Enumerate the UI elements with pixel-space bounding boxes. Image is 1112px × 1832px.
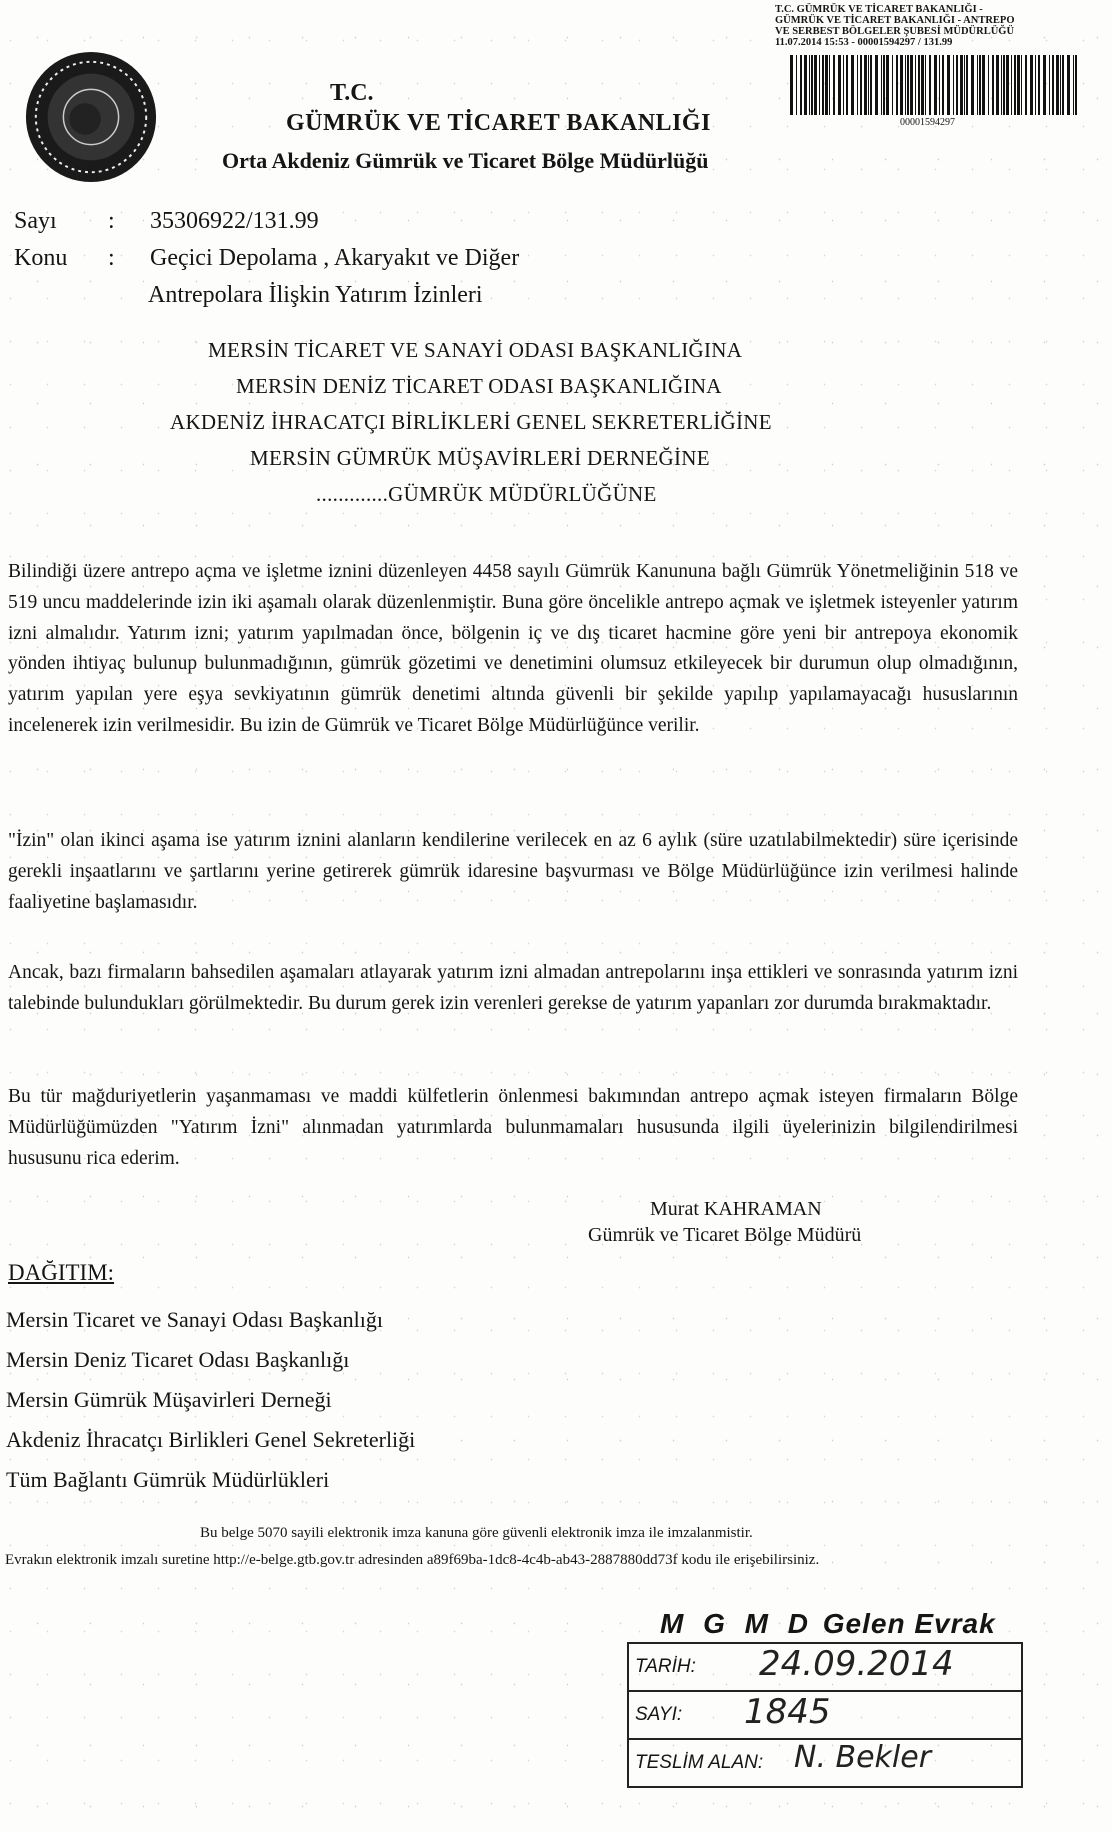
barcode-bar <box>966 55 968 115</box>
recipient-4: MERSİN GÜMRÜK MÜŞAVİRLERİ DERNEĞİNE <box>250 446 710 470</box>
barcode-bar <box>838 55 841 115</box>
barcode-bar <box>934 55 937 115</box>
barcode-bar <box>886 55 889 115</box>
barcode-bar <box>881 55 882 115</box>
receipt-receiver-label: TESLİM ALAN: <box>635 1752 764 1773</box>
sayi-colon: : <box>108 208 115 234</box>
barcode-bar <box>905 55 906 115</box>
barcode-bar <box>857 55 858 115</box>
body-paragraph-4: Bu tür mağduriyetlerin yaşanmaması ve maddi külfetlerin önlenmesi bakımından antrepo açmak isteyen firmaların Bölge Müdürlüğümüzden "Yatırım İzni" alınmadan yatırımlarda bulunmamaları hususunda ilgili üyelerinizin bilgilendirilmesi hususunu rica ederim. <box>8 1086 1018 1169</box>
header-tc: T.C. <box>330 80 374 106</box>
barcode-bar <box>843 55 844 115</box>
barcode-bar <box>809 55 810 115</box>
stamp-line-1: T.C. GÜMRÜK VE TİCARET BAKANLIĞI - <box>775 4 983 15</box>
e-belge-verification-link[interactable]: Evrakın elektronik imzalı suretine http://e-belge.gtb.gov.tr adresinden a89f69ba-1dc8-4c4b-ab43-2887880dd73f kodu ile erişebilirsiniz. <box>5 1552 820 1568</box>
receipt-number-value: 1845 <box>744 1692 831 1732</box>
barcode-bar <box>883 55 885 115</box>
barcode-bar <box>1003 55 1005 115</box>
barcode-bar <box>892 55 893 115</box>
electronic-record-stamp <box>775 4 1085 48</box>
recipient-1: MERSİN TİCARET VE SANAYİ ODASI BAŞKANLIĞINA <box>208 338 743 362</box>
konu-colon: : <box>108 245 115 271</box>
barcode-bar <box>988 55 989 115</box>
barcode-bar <box>896 55 898 115</box>
receipt-row-number <box>629 1692 1021 1740</box>
konu-line-1: Geçici Depolama , Akaryakıt ve Diğer <box>150 245 520 271</box>
barcode-bar <box>992 55 994 115</box>
ministry-seal-logo <box>22 48 160 186</box>
barcode-bar <box>925 55 926 115</box>
barcode-bar <box>868 55 869 115</box>
barcode-bar <box>804 55 807 115</box>
distribution-item: Mersin Ticaret ve Sanayi Odası Başkanlığı <box>6 1307 384 1332</box>
receipt-stamp-heading <box>660 1608 996 1640</box>
barcode-bar <box>982 55 985 115</box>
receipt-number-label: SAYI: <box>635 1704 683 1725</box>
barcode-bar <box>939 55 940 115</box>
signatory-name: Murat KAHRAMAN <box>650 1198 822 1220</box>
header-ministry: GÜMRÜK VE TİCARET BAKANLIĞI <box>286 110 711 136</box>
stamp-line-3: VE SERBEST BÖLGELER ŞUBESİ MÜDÜRLÜĞÜ <box>775 26 1015 37</box>
recipient-5: .............GÜMRÜK MÜDÜRLÜĞÜNE <box>316 482 657 506</box>
barcode-bar <box>1052 55 1054 115</box>
barcode-bar <box>860 55 862 115</box>
barcode-image <box>790 55 1080 115</box>
barcode-bar <box>796 55 797 115</box>
receipt-stamp-title: Gelen Evrak <box>822 1608 996 1639</box>
distribution-item: Tüm Bağlantı Gümrük Müdürlükleri <box>6 1467 330 1492</box>
barcode-bar <box>979 55 981 115</box>
barcode-number: 00001594297 <box>900 117 955 128</box>
receipt-receiver-value: N. Bekler <box>794 1740 932 1775</box>
barcode-bar <box>1006 55 1009 115</box>
recipient-3: AKDENİZ İHRACATÇI BİRLİKLERİ GENEL SEKRETERLİĞİNE <box>170 410 772 434</box>
barcode-bar <box>1049 55 1050 115</box>
barcode-bar <box>900 55 903 115</box>
sayi-value: 35306922/131.99 <box>150 208 319 234</box>
barcode-bar <box>1021 55 1022 115</box>
barcode-bar <box>1073 55 1074 115</box>
barcode-bar <box>1038 55 1040 115</box>
barcode-bar <box>996 55 999 115</box>
barcode-bar <box>942 55 944 115</box>
barcode-bar <box>822 55 824 115</box>
stamp-line-4: 11.07.2014 15:53 - 00001594297 / 131.99 <box>775 37 953 48</box>
barcode-bar <box>875 55 878 115</box>
barcode-bar <box>864 55 867 115</box>
barcode-bar <box>814 55 817 115</box>
barcode-bar <box>1011 55 1012 115</box>
barcode-bar <box>1056 55 1059 115</box>
barcode-bar <box>819 55 820 115</box>
barcode-bar <box>851 55 854 115</box>
receipt-date-value: 24.09.2014 <box>759 1644 954 1684</box>
distribution-item: Mersin Gümrük Müşavirleri Derneği <box>6 1387 332 1412</box>
recipient-2: MERSİN DENİZ TİCARET ODASI BAŞKANLIĞINA <box>236 374 722 398</box>
barcode-bar <box>1067 55 1070 115</box>
barcode-bar <box>910 55 913 115</box>
barcode-bar <box>956 55 958 115</box>
barcode-bar <box>1060 55 1061 115</box>
barcode-bar <box>833 55 835 115</box>
body-paragraph-1: Bilindiği üzere antrepo açma ve işletme iznini düzenleyen 4458 sayılı Gümrük Kanununa bağlı Gümrük Yönetmeliğinin 518 ve 519 uncu maddelerinde izin iki aşamalı olarak düzenlenmiştir. Buna göre öncelikle antrepo açmak ve işletmek isteyenler yatırım izni almalıdır. Yatırım izni; yatırım yapılmadan önce, bölgenin iç ve dış ticaret hacmine göre yeni bir antrepoya ekonomik yönden ihtiyaç bulunup bulunmadığının, gümrük gözetimi ve denetimini olumsuz etkileyecek bir durumun olup olmadığının, yatırım yapılan yere eşya sevkiyatının gümrük denetimi altında güvenli bir şekilde yapılıp yapılamayacağı hususlarının incelenerek izin verilmesidir. Bu izin de Gümrük ve Ticaret Bölge Müdürlüğünce verilir. <box>8 561 1018 736</box>
distribution-list <box>6 1300 415 1500</box>
barcode-bar <box>825 55 828 115</box>
barcode-bar <box>1035 55 1036 115</box>
e-signature-note: Bu belge 5070 sayili elektronik imza kanuna göre güvenli elektronik imza ile imzalanmistir. <box>200 1525 753 1541</box>
barcode-bar <box>947 55 950 115</box>
barcode-bar <box>846 55 848 115</box>
distribution-item: Akdeniz İhracatçı Birlikleri Genel Sekreterliği <box>6 1427 416 1452</box>
barcode-bar <box>960 55 963 115</box>
barcode-bar <box>1014 55 1016 115</box>
barcode-bar <box>977 55 978 115</box>
konu-line-2: Antrepolara İlişkin Yatırım İzinleri <box>148 282 483 308</box>
body-paragraph-3: Ancak, bazı firmaların bahsedilen aşamaları atlayarak yatırım izni almadan antrepolarını inşa ettikleri ve sonrasında yatırım izni talebinde bulundukları görülmektedir. Bu durum gerek izin verenleri gerekse de yatırım yapanları zor durumda bırakmaktadır. <box>8 962 1018 1014</box>
barcode-bar <box>1075 55 1077 115</box>
header-directorate: Orta Akdeniz Gümrük ve Ticaret Bölge Müdürlüğü <box>222 148 709 173</box>
barcode-bar <box>800 55 802 115</box>
barcode-bar <box>811 55 813 115</box>
body-paragraph-2: "İzin" olan ikinci aşama ise yatırım iznini alanların kendilerine verilecek en az 6 aylık (süre uzatılabilmektedir) süre içerisinde gerekli inşaatlarını ve şartlarını yerine getirerek gümrük idaresine başvurması ve Bölge Müdürlüğünce izin verilmesi halinde faaliyetine başlamasıdır. <box>8 830 1018 913</box>
distribution-title: DAĞITIM: <box>8 1260 115 1285</box>
receipt-row-date <box>629 1644 1021 1692</box>
sayi-label: Sayı <box>14 208 57 234</box>
barcode-bar <box>870 55 872 115</box>
barcode-bar <box>964 55 965 115</box>
barcode-bar <box>1043 55 1046 115</box>
receipt-stamp-box <box>627 1642 1023 1788</box>
barcode-bar <box>929 55 931 115</box>
barcode-bar <box>907 55 909 115</box>
receipt-date-label: TARİH: <box>635 1656 696 1677</box>
barcode-bar <box>971 55 974 115</box>
barcode-bar <box>918 55 920 115</box>
konu-label: Konu <box>14 245 68 271</box>
barcode-bar <box>790 55 793 115</box>
stamp-line-2: GÜMRÜK VE TİCARET BAKANLIĞI - ANTREPO <box>775 15 1015 26</box>
receipt-row-receiver <box>629 1740 1021 1786</box>
barcode-bar <box>1001 55 1002 115</box>
receipt-stamp-org: M G M D <box>660 1608 814 1639</box>
barcode-bar <box>921 55 924 115</box>
barcode-bar <box>829 55 830 115</box>
barcode-bar <box>953 55 954 115</box>
signatory-title: Gümrük ve Ticaret Bölge Müdürü <box>588 1224 862 1246</box>
distribution-item: Mersin Deniz Ticaret Odası Başkanlığı <box>6 1347 350 1372</box>
barcode-bar <box>1017 55 1020 115</box>
barcode-bar <box>1030 55 1033 115</box>
barcode-bar <box>915 55 916 115</box>
barcode-bar <box>1025 55 1027 115</box>
barcode-bar <box>1062 55 1064 115</box>
